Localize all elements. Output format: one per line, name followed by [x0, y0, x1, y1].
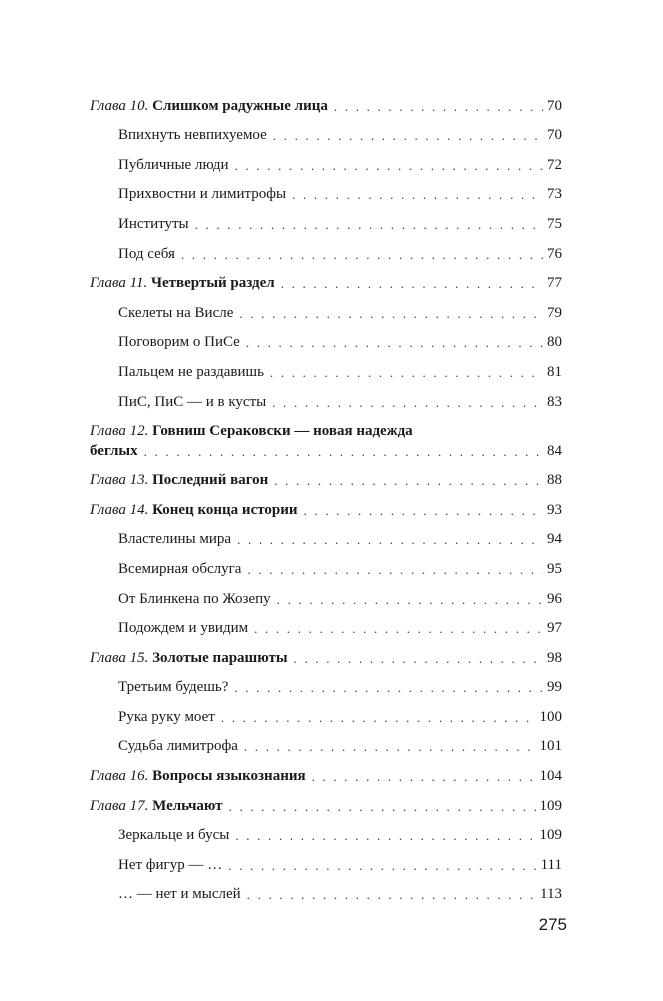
section-title: Нет фигур — … [118, 856, 223, 873]
section-title: Рука руку моет [118, 708, 215, 725]
chapter-label: Глава 17. [90, 797, 149, 814]
page-number: 109 [539, 827, 562, 844]
page-number: 99 [547, 679, 562, 696]
toc-section[interactable] [90, 352, 562, 382]
dot-leader [244, 738, 536, 756]
dot-leader [221, 709, 536, 727]
section-title: Прихвостни и лимитрофы [118, 186, 287, 203]
section-title: Третьим будешь? [118, 679, 229, 696]
toc-entry-heading [90, 766, 306, 786]
toc-entry-heading [90, 273, 275, 293]
toc-chapter-14[interactable] [90, 490, 562, 520]
toc-section[interactable] [90, 323, 562, 353]
chapter-title: Говниш Сераковски — новая надежда [152, 422, 413, 439]
dot-leader [273, 127, 543, 145]
chapter-label: Глава 15. [90, 649, 149, 666]
toc-entry-heading [90, 796, 223, 816]
page-number: 111 [540, 856, 562, 873]
toc-section[interactable] [90, 579, 562, 609]
toc-section[interactable] [90, 175, 562, 205]
dot-leader [312, 768, 536, 786]
section-title: Пальцем не раздавишь [118, 363, 264, 380]
page-number: 79 [547, 304, 562, 321]
dot-leader [281, 275, 543, 293]
page-number: 81 [547, 363, 562, 380]
toc-section[interactable] [90, 816, 562, 846]
page-number: 70 [547, 127, 562, 144]
chapter-label: Глава 13. [90, 472, 149, 489]
page-number: 94 [547, 531, 562, 548]
page-number: 73 [547, 186, 562, 203]
section-title: … — нет и мыслей [118, 886, 241, 903]
chapter-title: Мельчают [152, 797, 223, 814]
toc-entry-heading [90, 470, 268, 490]
page-number: 84 [547, 442, 562, 459]
chapter-title: Конец конца истории [152, 501, 298, 518]
dot-leader [144, 443, 543, 461]
section-title: Поговорим о ПиСе [118, 334, 240, 351]
chapter-title: Вопросы языкознания [152, 768, 306, 785]
chapter-title-continuation: беглых [90, 442, 138, 459]
dot-leader [254, 620, 543, 638]
dot-leader [235, 827, 535, 845]
toc-chapter-13[interactable] [90, 461, 562, 491]
dot-leader [272, 394, 543, 412]
dot-leader [246, 334, 543, 352]
page-number: 109 [539, 797, 562, 814]
toc-section[interactable] [90, 382, 562, 412]
toc-section[interactable] [90, 697, 562, 727]
folio-page-number: 275 [538, 915, 567, 934]
chapter-label: Глава 11. [90, 275, 148, 292]
chapter-label: Глава 12. [90, 422, 149, 439]
dot-leader [239, 305, 543, 323]
toc-entry-heading [90, 96, 328, 116]
section-title: Под себя [118, 245, 175, 262]
dot-leader [292, 186, 543, 204]
toc-section[interactable] [90, 549, 562, 579]
dot-leader [274, 472, 543, 490]
toc-section[interactable] [90, 293, 562, 323]
dot-leader [304, 502, 543, 520]
page-number: 75 [547, 215, 562, 232]
section-title: Судьба лимитрофа [118, 738, 238, 755]
page-number: 96 [547, 590, 562, 607]
dot-leader [235, 157, 543, 175]
toc-chapter-16[interactable] [90, 756, 562, 786]
chapter-label: Глава 10. [90, 97, 149, 114]
section-title: Публичные люди [118, 156, 229, 173]
chapter-label: Глава 16. [90, 768, 149, 785]
section-title: ПиС, ПиС — и в кусты [118, 393, 267, 410]
page-number: 72 [547, 156, 562, 173]
page-number: 70 [547, 97, 562, 114]
toc-section[interactable] [90, 727, 562, 757]
dot-leader [228, 857, 536, 875]
dot-leader [247, 561, 543, 579]
section-title: Скелеты на Висле [118, 304, 234, 321]
page-number: 113 [540, 886, 562, 903]
chapter-title: Последний вагон [152, 472, 269, 489]
section-title: Впихнуть невпихуемое [118, 127, 267, 144]
page-number: 95 [547, 560, 562, 577]
section-title: Подождем и увидим [118, 620, 249, 637]
toc-section[interactable] [90, 845, 562, 875]
toc-section[interactable] [90, 875, 562, 905]
page-number: 101 [539, 738, 562, 755]
dot-leader [195, 216, 543, 234]
page-number: 98 [547, 649, 562, 666]
page-number: 104 [539, 768, 562, 785]
toc-entry-heading [90, 500, 298, 520]
toc-chapter-15[interactable] [90, 638, 562, 668]
dot-leader [247, 886, 536, 904]
section-title: Всемирная обслуга [118, 560, 242, 577]
page-number: 93 [547, 501, 562, 518]
page-number: 77 [547, 275, 562, 292]
page-number: 76 [547, 245, 562, 262]
toc-section[interactable] [90, 145, 562, 175]
toc-section[interactable] [90, 609, 562, 639]
toc-section[interactable] [90, 116, 562, 146]
page-number: 100 [539, 708, 562, 725]
page-number: 80 [547, 334, 562, 351]
dot-leader [181, 246, 543, 264]
table-of-contents [90, 86, 562, 904]
dot-leader [229, 798, 536, 816]
dot-leader [334, 98, 543, 116]
page-number: 83 [547, 393, 562, 410]
toc-section[interactable] [90, 204, 562, 234]
chapter-title: Четвертый раздел [151, 275, 275, 292]
toc-chapter-10[interactable] [90, 86, 562, 116]
toc-section[interactable] [90, 520, 562, 550]
toc-section[interactable] [90, 234, 562, 264]
toc-entry-heading [90, 421, 562, 441]
toc-chapter-11[interactable] [90, 264, 562, 294]
section-title: От Блинкена по Жозепу [118, 590, 271, 607]
toc-entry-continuation [90, 441, 562, 461]
toc-chapter-12[interactable] [90, 412, 562, 461]
chapter-title: Слишком радужные лица [152, 97, 328, 114]
section-title: Зеркальце и бусы [118, 827, 230, 844]
dot-leader [270, 364, 543, 382]
section-title: Властелины мира [118, 531, 232, 548]
dot-leader [277, 591, 543, 609]
chapter-label: Глава 14. [90, 501, 149, 518]
section-title: Институты [118, 215, 189, 232]
toc-section[interactable] [90, 668, 562, 698]
toc-entry-heading [90, 648, 288, 668]
page-number: 97 [547, 620, 562, 637]
chapter-title: Золотые парашюты [152, 649, 288, 666]
dot-leader [294, 650, 543, 668]
dot-leader [234, 679, 543, 697]
toc-chapter-17[interactable] [90, 786, 562, 816]
dot-leader [237, 531, 543, 549]
page-number: 88 [547, 472, 562, 489]
